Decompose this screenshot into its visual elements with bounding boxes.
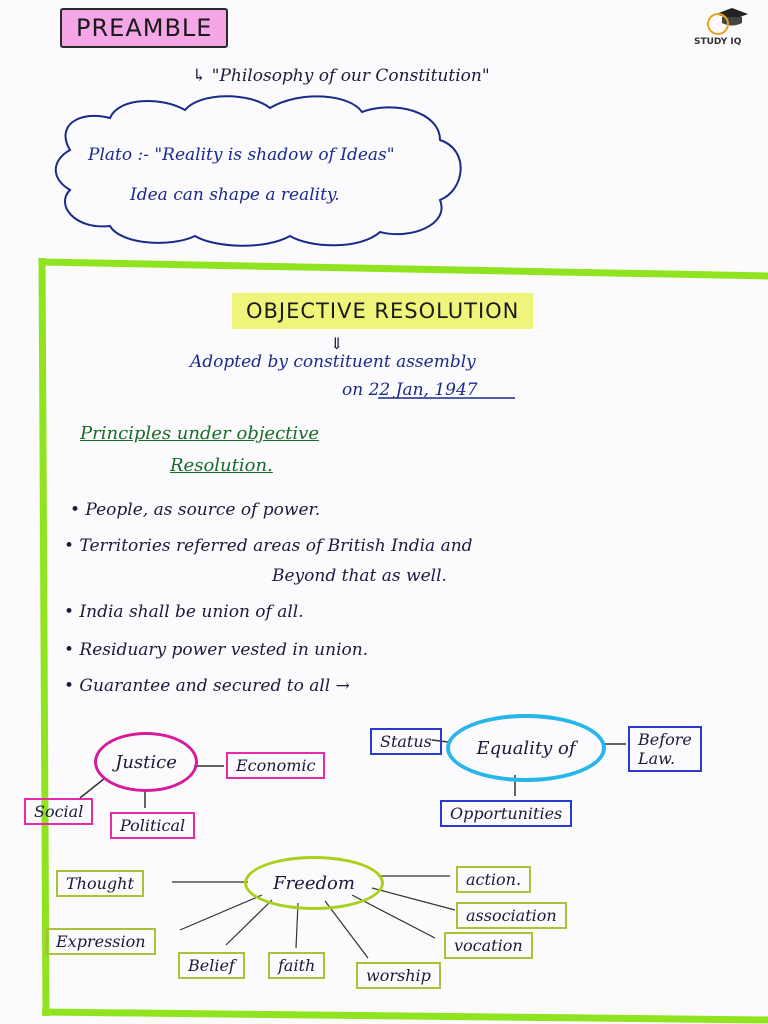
principle-item-cont: Beyond that as well. bbox=[272, 566, 447, 586]
preamble-title: PREAMBLE bbox=[60, 8, 228, 48]
social-box: Social bbox=[24, 798, 93, 825]
principles-heading-2: Resolution. bbox=[170, 455, 273, 476]
political-box: Political bbox=[110, 812, 195, 839]
objective-resolution-title: OBJECTIVE RESOLUTION bbox=[232, 293, 533, 329]
before-law-box bbox=[628, 726, 702, 772]
expression-box: Expression bbox=[46, 928, 156, 955]
justice-ellipse bbox=[94, 732, 198, 792]
principle-item: • People, as source of power. bbox=[70, 500, 321, 520]
green-frame bbox=[42, 258, 768, 1020]
principle-item: • Residuary power vested in union. bbox=[64, 640, 369, 660]
down-arrow: ⇓ bbox=[330, 334, 344, 353]
faith-box: faith bbox=[268, 952, 325, 979]
principle-item: • Guarantee and secured to all → bbox=[64, 676, 350, 696]
studyiq-logo bbox=[688, 4, 758, 48]
thought-box: Thought bbox=[56, 870, 144, 897]
adopted-by-line: Adopted by constituent assembly bbox=[190, 352, 476, 372]
cloud-outline bbox=[56, 96, 461, 246]
freedom-to-expression-arrow bbox=[180, 895, 262, 930]
action-box: action. bbox=[456, 866, 531, 893]
before-law-line1: Before bbox=[638, 730, 692, 749]
economic-box: Economic bbox=[226, 752, 325, 779]
plato-idea: Idea can shape a reality. bbox=[130, 185, 340, 205]
association-box: association bbox=[456, 902, 567, 929]
freedom-label: Freedom bbox=[273, 872, 355, 894]
status-box: Status bbox=[370, 728, 442, 755]
logo-text: STUDY IQ bbox=[694, 37, 742, 47]
opportunities-box: Opportunities bbox=[440, 800, 572, 827]
principle-item: • Territories referred areas of British India and bbox=[64, 536, 473, 556]
freedom-ellipse bbox=[244, 856, 384, 910]
plato-quote: Plato :- "Reality is shadow of Ideas" bbox=[88, 145, 395, 165]
freedom-to-faith-arrow bbox=[296, 903, 298, 948]
freedom-to-belief-arrow bbox=[226, 900, 272, 945]
before-law-line2: Law. bbox=[638, 749, 676, 769]
belief-box: Belief bbox=[178, 952, 245, 979]
vocation-box: vocation bbox=[444, 932, 533, 959]
equality-ellipse bbox=[446, 714, 606, 782]
equality-label: Equality of bbox=[476, 737, 576, 759]
freedom-to-association-arrow bbox=[372, 888, 455, 910]
preamble-subtitle: ↳ "Philosophy of our Constitution" bbox=[192, 66, 490, 86]
principles-heading: Principles under objective bbox=[80, 423, 319, 444]
adopted-date: on 22 Jan, 1947 bbox=[342, 380, 478, 400]
principle-item: • India shall be union of all. bbox=[64, 602, 304, 622]
justice-to-social-arrow bbox=[80, 778, 105, 798]
justice-label: Justice bbox=[115, 751, 177, 773]
worship-box: worship bbox=[356, 962, 441, 989]
freedom-to-worship-arrow bbox=[325, 901, 368, 958]
